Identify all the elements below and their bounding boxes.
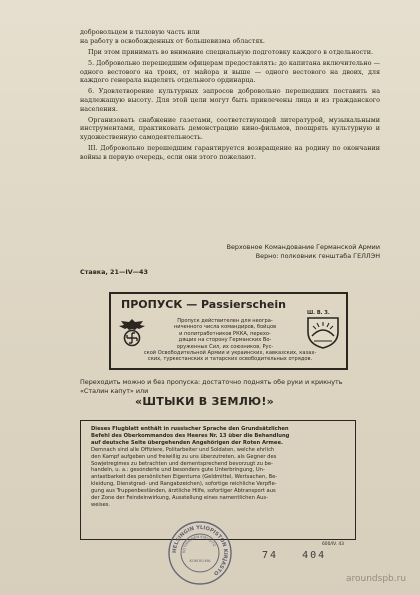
print-code: 600/IV. 43 <box>322 542 344 547</box>
stamp-bottom-text: KOKOELMA <box>189 558 211 563</box>
handwritten-number: 74 <box>262 550 279 561</box>
german-line: den Kampf aufgeben und freiwillig zu uns überzutreten, als Gegner des <box>91 453 277 460</box>
stamp-ring-text: HELSINGIN YLIOPISTON KIRJASTO <box>171 524 229 577</box>
pass-line: Пропуск действителен для неогра- <box>177 318 273 324</box>
pass-box <box>109 292 348 370</box>
signature-line-command: Верховное Командование Германской Армии <box>226 243 380 251</box>
text-line: добровольцем в тыловую часть или <box>80 28 200 36</box>
paragraph-6: 6. Удовлетворение культурных запросов добровольно перешедших поставить на надлежащую высоту. Для этой цели могут быть привлечены лица и из гражданского населения. <box>80 87 380 113</box>
shield-emblem-icon <box>304 312 342 350</box>
german-line: Demnach sind alle Offiziere, Politarbeiter und Soldaten, welche ehrlich <box>91 446 275 453</box>
german-line: Befehl des Oberkommandos des Heeres Nr. 13 über die Behandlung <box>91 432 290 439</box>
paragraph-organization: Организовать снабжение газетами, соответствующей литературой, музыкальными инструментами, практиковать демонстрацию кино-фильмов, поощрять культурную и художественную самодеятельность. <box>80 115 380 141</box>
german-line: der Zone der Feindeinwirkung, Ausstellung eines namentlichen Aus- <box>91 495 268 502</box>
text-line: на работу в освобожденных от большевизма областях. <box>80 36 265 45</box>
paragraph-training: При этом принимать во внимание специальную подготовку каждого в отдельности. <box>88 47 374 56</box>
german-line: auf deutsche Seite übergehenden Angehörigen der Roten Armee. <box>91 439 283 446</box>
german-line: Sowjetregimes zu betrachten und dementsprechend bevorzugt zu be- <box>91 460 273 467</box>
pass-footer-line: ской Освободительной Армии и украинских, кавказских, казах- <box>143 350 317 356</box>
german-line: handeln, u. a.: gesonderte und besonders gute Unterbringung, Un- <box>91 467 265 474</box>
pass-body <box>149 318 301 350</box>
slogan-heading: «ШТЫКИ В ЗЕМЛЮ!» <box>135 395 275 408</box>
german-line: antastbarkeit des persönlichen Eigentums (Geldmittel, Wertsachen, Be- <box>91 474 278 481</box>
signature-block <box>80 243 380 260</box>
eagle-emblem-icon <box>117 316 147 348</box>
shield-emblem-label: Ш. В. З. <box>307 310 330 316</box>
stamp-inner-text: KOTIMAINEN KIRJASTO <box>181 534 217 554</box>
library-stamp-icon <box>167 520 233 586</box>
pass-footer <box>115 350 345 363</box>
paragraph-5: 5. Добровольно перешедшим офицерам предоставлять: до капитана включительно — одного вестового на троих, от майора и выше — одного вестового на двоих, для каждого генерала выделять отдельного ординарца. <box>80 58 380 85</box>
intro-lines <box>80 28 380 45</box>
pass-line: оруженных Сил, их союзников, Рус- <box>176 343 274 350</box>
main-text <box>80 28 380 164</box>
crossing-line: «Сталин капут» или <box>80 386 149 395</box>
signature-line-colonel: Верно: полковник генштаба ГЕЛЛЭН <box>255 251 380 260</box>
german-notice-text <box>91 426 347 509</box>
svg-text:HELSINGIN YLIOPISTON KIRJASTO <box>172 525 228 577</box>
headquarters-date: Ставка, 21—IV—43 <box>80 268 148 276</box>
pass-title: ПРОПУСК — Passierschein <box>121 298 286 311</box>
pass-line: и политработников РККА, перехо- <box>179 330 271 337</box>
german-line: kleidung, Dienstgrad- und Rangabzeichen), sofortige reichliche Verpfle- <box>91 481 277 488</box>
crossing-line: Переходить можно и без пропуска: достаточно поднять обе руки и крикнуть <box>80 378 343 386</box>
paragraph-iii: III. Добровольно перешедшим гарантируется возвращение на родину по окончании войны в первую очередь, если они этого пожелают. <box>80 144 380 161</box>
watermark: aroundspb.ru <box>346 574 407 584</box>
crossing-instructions <box>80 378 380 395</box>
pass-line: дящих на сторону Германских Во- <box>178 337 272 344</box>
german-line: weises. <box>91 501 111 508</box>
handwritten-numbers <box>262 550 342 561</box>
pass-line: ниченного числа командиров, бойцов <box>173 324 277 331</box>
german-line: Dieses Flugblatt enthält in russischer Sprache den Grundsätzlichen <box>91 426 289 432</box>
german-line: gung aus Truppenbeständen, ärztliche Hilfe, sofortiger Abtransport aus <box>91 488 276 495</box>
pass-footer-line: ских, туркестанских и татарских освободительных отрядов. <box>147 356 313 363</box>
handwritten-number: 404 <box>302 550 327 561</box>
